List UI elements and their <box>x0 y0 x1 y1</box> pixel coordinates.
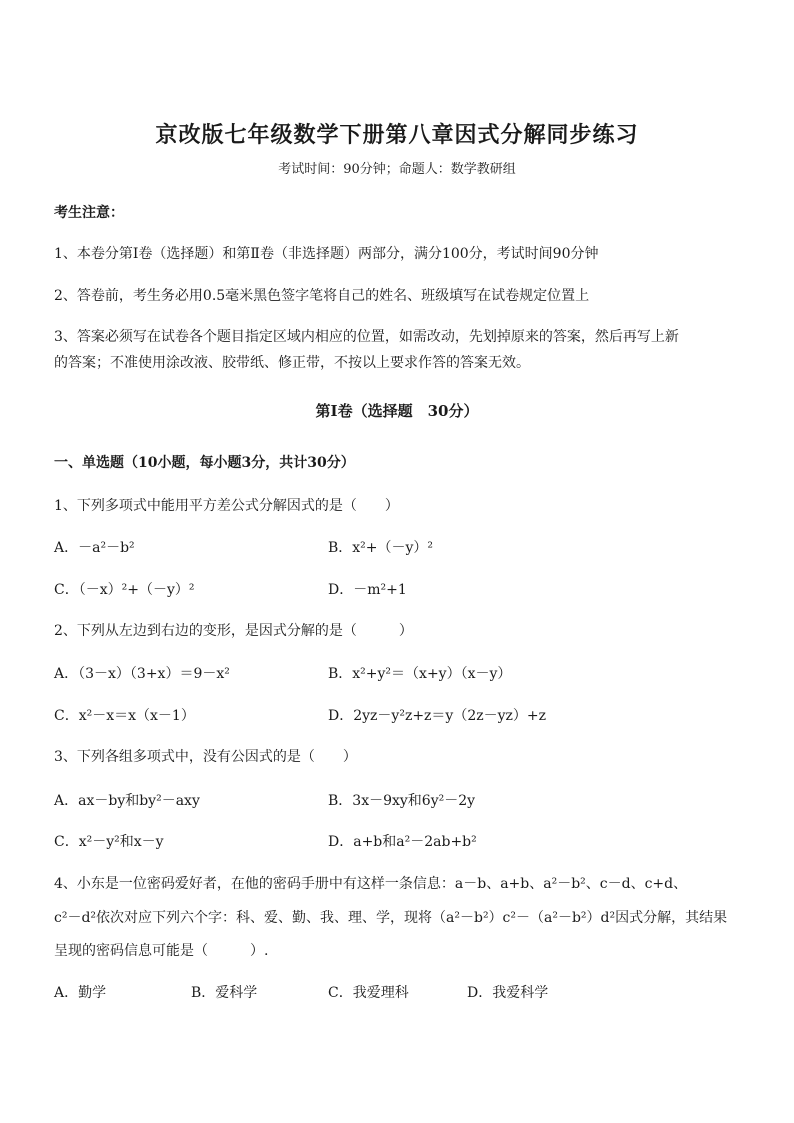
q2-option-b: B．x²+y²＝（x+y）（x－y） <box>328 666 512 682</box>
exam-subtitle: 考试时间：90分钟；命题人：数学教研组 <box>278 162 516 177</box>
notice-item-1: 1、本卷分第Ⅰ卷（选择题）和第Ⅱ卷（非选择题）两部分，满分100分，考试时间90分钟 <box>54 246 599 262</box>
section-title: 第Ⅰ卷（选择题 30分） <box>315 402 479 420</box>
q3-option-c: C．x²－y²和x－y <box>54 834 164 850</box>
q1-option-d: D．－m²+1 <box>328 582 407 598</box>
question-1-stem: 1、下列多项式中能用平方差公式分解因式的是（ ） <box>54 498 399 514</box>
question-4-stem-line-3: 呈现的密码信息可能是（ ）. <box>54 943 269 959</box>
q4-option-b: B．爱科学 <box>191 985 258 1001</box>
notice-item-3-cont: 的答案；不准使用涂改液、胶带纸、修正带，不按以上要求作答的答案无效。 <box>54 355 530 371</box>
q4-option-a: A．勤学 <box>54 985 107 1001</box>
question-4-stem-line-1: 4、小东是一位密码爱好者，在他的密码手册中有这样一条信息：a－b、a+b、a²－b²、c－d、c+d、 <box>54 876 688 892</box>
q1-option-a: A．－a²－b² <box>54 540 135 556</box>
q1-option-c: C．（－x）²+（－y）² <box>54 582 195 598</box>
question-4-stem-line-2: c²－d²依次对应下列六个字：科、爱、勤、我、理、学，现将（a²－b²）c²－（a²－b²）d²因式分解，其结果 <box>54 910 728 926</box>
q2-option-d: D．2yz－y²z+z＝y（2z－yz）+z <box>328 708 547 724</box>
q4-option-c: C．我爱理科 <box>328 985 409 1001</box>
q3-option-d: D．a+b和a²－2ab+b² <box>328 834 477 850</box>
q3-option-a: A．ax－by和by²－axy <box>54 793 200 809</box>
q3-option-b: B．3x－9xy和6y²－2y <box>328 793 476 809</box>
q2-option-c: C．x²－x＝x（x－1） <box>54 708 195 724</box>
question-3-stem: 3、下列各组多项式中，没有公因式的是（ ） <box>54 749 357 765</box>
question-2-stem: 2、下列从左边到右边的变形，是因式分解的是（ ） <box>54 623 413 639</box>
notice-item-2: 2、答卷前，考生务必用0.5毫米黑色签字笔将自己的姓名、班级填写在试卷规定位置上 <box>54 288 590 304</box>
notice-item-3: 3、答案必须写在试卷各个题目指定区域内相应的位置，如需改动，先划掉原来的答案，然后再写上新 <box>54 329 679 345</box>
notice-heading: 考生注意： <box>54 205 124 221</box>
q4-option-d: D．我爱科学 <box>467 985 549 1001</box>
page-title: 京改版七年级数学下册第八章因式分解同步练习 <box>155 122 639 148</box>
part-title: 一、单选题（10小题，每小题3分，共计30分） <box>54 455 355 471</box>
q1-option-b: B．x²+（－y）² <box>328 540 434 556</box>
q2-option-a: A．（3－x）（3+x）＝9－x² <box>54 666 230 682</box>
